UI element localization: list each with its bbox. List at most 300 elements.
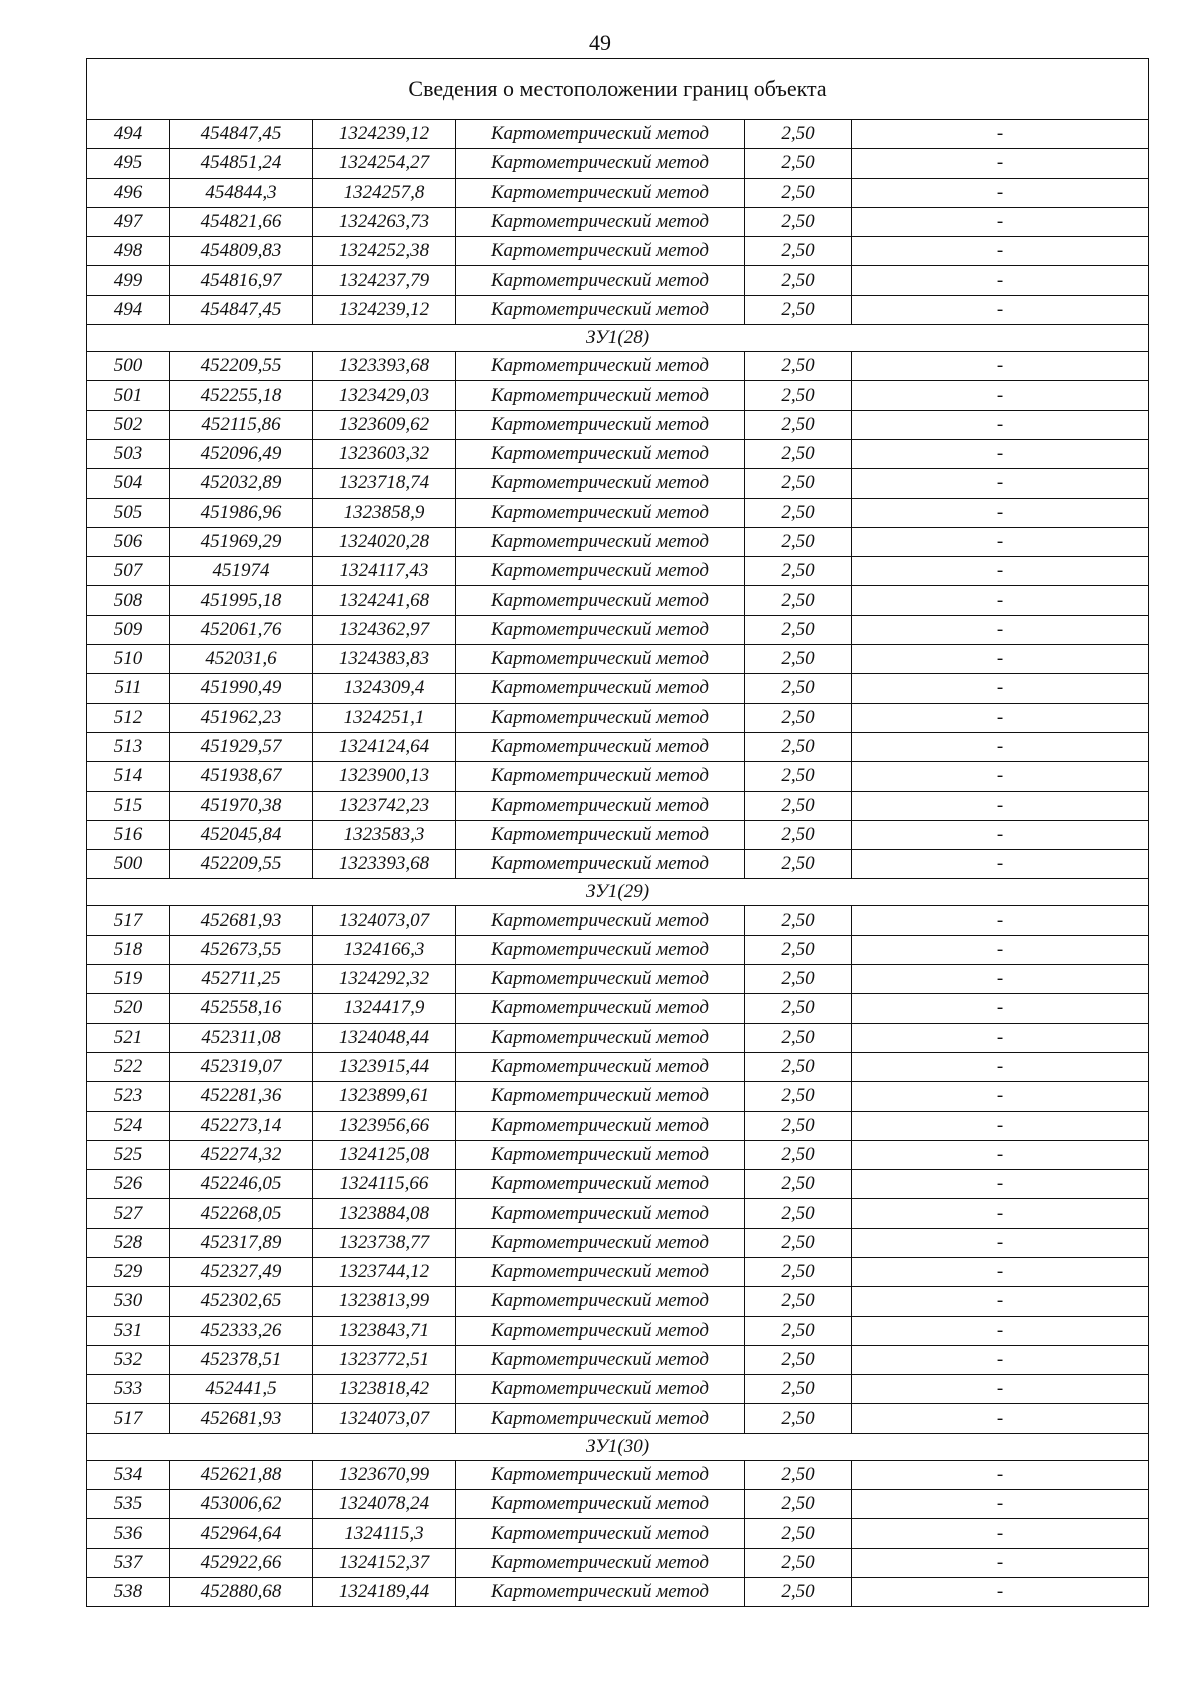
description: -	[852, 674, 1149, 703]
x-coordinate: 454844,3	[170, 178, 313, 207]
method: Картометрический метод	[456, 1199, 745, 1228]
point-number: 504	[87, 469, 170, 498]
table-row	[87, 994, 1149, 1023]
method: Картометрический метод	[456, 352, 745, 381]
description: -	[852, 439, 1149, 468]
x-coordinate: 452281,36	[170, 1082, 313, 1111]
method: Картометрический метод	[456, 1023, 745, 1052]
accuracy: 2,50	[745, 906, 852, 935]
accuracy: 2,50	[745, 527, 852, 556]
method: Картометрический метод	[456, 1577, 745, 1606]
accuracy: 2,50	[745, 762, 852, 791]
table-row	[87, 439, 1149, 468]
y-coordinate: 1324237,79	[313, 266, 456, 295]
accuracy: 2,50	[745, 1548, 852, 1577]
method: Картометрический метод	[456, 586, 745, 615]
x-coordinate: 452922,66	[170, 1548, 313, 1577]
description: -	[852, 557, 1149, 586]
accuracy: 2,50	[745, 381, 852, 410]
x-coordinate: 452031,6	[170, 645, 313, 674]
description: -	[852, 1023, 1149, 1052]
y-coordinate: 1324309,4	[313, 674, 456, 703]
table-row	[87, 820, 1149, 849]
x-coordinate: 452558,16	[170, 994, 313, 1023]
x-coordinate: 452115,86	[170, 410, 313, 439]
accuracy: 2,50	[745, 207, 852, 236]
method: Картометрический метод	[456, 674, 745, 703]
point-number: 531	[87, 1316, 170, 1345]
y-coordinate: 1324292,32	[313, 965, 456, 994]
description: -	[852, 762, 1149, 791]
description: -	[852, 1140, 1149, 1169]
description: -	[852, 1199, 1149, 1228]
point-number: 512	[87, 703, 170, 732]
point-number: 524	[87, 1111, 170, 1140]
x-coordinate: 452964,64	[170, 1519, 313, 1548]
accuracy: 2,50	[745, 1345, 852, 1374]
point-number: 517	[87, 1404, 170, 1433]
table-row	[87, 557, 1149, 586]
table-row	[87, 791, 1149, 820]
x-coordinate: 454821,66	[170, 207, 313, 236]
description: -	[852, 237, 1149, 266]
x-coordinate: 452319,07	[170, 1052, 313, 1081]
point-number: 515	[87, 791, 170, 820]
description: -	[852, 586, 1149, 615]
description: -	[852, 381, 1149, 410]
point-number: 507	[87, 557, 170, 586]
method: Картометрический метод	[456, 1519, 745, 1548]
method: Картометрический метод	[456, 1404, 745, 1433]
y-coordinate: 1324073,07	[313, 906, 456, 935]
x-coordinate: 452681,93	[170, 1404, 313, 1433]
method: Картометрический метод	[456, 469, 745, 498]
accuracy: 2,50	[745, 1228, 852, 1257]
point-number: 503	[87, 439, 170, 468]
accuracy: 2,50	[745, 1052, 852, 1081]
method: Картометрический метод	[456, 791, 745, 820]
x-coordinate: 452274,32	[170, 1140, 313, 1169]
point-number: 499	[87, 266, 170, 295]
y-coordinate: 1324254,27	[313, 149, 456, 178]
description: -	[852, 120, 1149, 149]
point-number: 500	[87, 850, 170, 879]
accuracy: 2,50	[745, 498, 852, 527]
point-number: 510	[87, 645, 170, 674]
accuracy: 2,50	[745, 850, 852, 879]
accuracy: 2,50	[745, 266, 852, 295]
x-coordinate: 452246,05	[170, 1170, 313, 1199]
table-row	[87, 1490, 1149, 1519]
y-coordinate: 1323583,3	[313, 820, 456, 849]
point-number: 513	[87, 732, 170, 761]
table-row	[87, 120, 1149, 149]
table-row	[87, 295, 1149, 324]
description: -	[852, 527, 1149, 556]
description: -	[852, 935, 1149, 964]
description: -	[852, 266, 1149, 295]
x-coordinate: 452032,89	[170, 469, 313, 498]
method: Картометрический метод	[456, 295, 745, 324]
description: -	[852, 1257, 1149, 1286]
y-coordinate: 1323858,9	[313, 498, 456, 527]
y-coordinate: 1324383,83	[313, 645, 456, 674]
x-coordinate: 451990,49	[170, 674, 313, 703]
accuracy: 2,50	[745, 1460, 852, 1489]
x-coordinate: 452317,89	[170, 1228, 313, 1257]
x-coordinate: 452045,84	[170, 820, 313, 849]
method: Картометрический метод	[456, 1548, 745, 1577]
accuracy: 2,50	[745, 1490, 852, 1519]
method: Картометрический метод	[456, 1170, 745, 1199]
y-coordinate: 1324152,37	[313, 1548, 456, 1577]
table-row	[87, 674, 1149, 703]
y-coordinate: 1323429,03	[313, 381, 456, 410]
section-label: ЗУ1(28)	[87, 325, 1149, 352]
point-number: 506	[87, 527, 170, 556]
table-row	[87, 352, 1149, 381]
point-number: 528	[87, 1228, 170, 1257]
y-coordinate: 1323818,42	[313, 1375, 456, 1404]
method: Картометрический метод	[456, 645, 745, 674]
table-row	[87, 1375, 1149, 1404]
point-number: 518	[87, 935, 170, 964]
accuracy: 2,50	[745, 1170, 852, 1199]
y-coordinate: 1324078,24	[313, 1490, 456, 1519]
description: -	[852, 850, 1149, 879]
table-row	[87, 1404, 1149, 1433]
method: Картометрический метод	[456, 1228, 745, 1257]
section-label: ЗУ1(29)	[87, 879, 1149, 906]
x-coordinate: 451929,57	[170, 732, 313, 761]
description: -	[852, 1082, 1149, 1111]
point-number: 536	[87, 1519, 170, 1548]
description: -	[852, 906, 1149, 935]
description: -	[852, 820, 1149, 849]
y-coordinate: 1324125,08	[313, 1140, 456, 1169]
y-coordinate: 1324251,1	[313, 703, 456, 732]
table-row	[87, 1577, 1149, 1606]
accuracy: 2,50	[745, 237, 852, 266]
method: Картометрический метод	[456, 1375, 745, 1404]
y-coordinate: 1324241,68	[313, 586, 456, 615]
method: Картометрический метод	[456, 732, 745, 761]
point-number: 511	[87, 674, 170, 703]
x-coordinate: 452441,5	[170, 1375, 313, 1404]
y-coordinate: 1324115,66	[313, 1170, 456, 1199]
y-coordinate: 1323603,32	[313, 439, 456, 468]
method: Картометрический метод	[456, 850, 745, 879]
accuracy: 2,50	[745, 1316, 852, 1345]
accuracy: 2,50	[745, 1287, 852, 1316]
y-coordinate: 1323956,66	[313, 1111, 456, 1140]
table-row	[87, 732, 1149, 761]
section-row	[87, 879, 1149, 906]
point-number: 497	[87, 207, 170, 236]
x-coordinate: 451969,29	[170, 527, 313, 556]
method: Картометрический метод	[456, 1111, 745, 1140]
y-coordinate: 1324239,12	[313, 120, 456, 149]
point-number: 537	[87, 1548, 170, 1577]
description: -	[852, 1460, 1149, 1489]
method: Картометрический метод	[456, 207, 745, 236]
method: Картометрический метод	[456, 1052, 745, 1081]
description: -	[852, 410, 1149, 439]
point-number: 527	[87, 1199, 170, 1228]
y-coordinate: 1324117,43	[313, 557, 456, 586]
table-row	[87, 381, 1149, 410]
description: -	[852, 703, 1149, 732]
y-coordinate: 1324124,64	[313, 732, 456, 761]
accuracy: 2,50	[745, 1082, 852, 1111]
description: -	[852, 498, 1149, 527]
description: -	[852, 1548, 1149, 1577]
y-coordinate: 1323393,68	[313, 850, 456, 879]
point-number: 495	[87, 149, 170, 178]
y-coordinate: 1324252,38	[313, 237, 456, 266]
section-label: ЗУ1(30)	[87, 1433, 1149, 1460]
accuracy: 2,50	[745, 1023, 852, 1052]
accuracy: 2,50	[745, 149, 852, 178]
point-number: 520	[87, 994, 170, 1023]
point-number: 529	[87, 1257, 170, 1286]
point-number: 526	[87, 1170, 170, 1199]
description: -	[852, 1228, 1149, 1257]
description: -	[852, 965, 1149, 994]
y-coordinate: 1323742,23	[313, 791, 456, 820]
accuracy: 2,50	[745, 791, 852, 820]
method: Картометрический метод	[456, 149, 745, 178]
x-coordinate: 451970,38	[170, 791, 313, 820]
point-number: 522	[87, 1052, 170, 1081]
table-row	[87, 850, 1149, 879]
table-row	[87, 965, 1149, 994]
accuracy: 2,50	[745, 645, 852, 674]
y-coordinate: 1324020,28	[313, 527, 456, 556]
x-coordinate: 452273,14	[170, 1111, 313, 1140]
x-coordinate: 454816,97	[170, 266, 313, 295]
point-number: 508	[87, 586, 170, 615]
table-row	[87, 645, 1149, 674]
accuracy: 2,50	[745, 732, 852, 761]
table-row	[87, 1345, 1149, 1374]
x-coordinate: 452327,49	[170, 1257, 313, 1286]
method: Картометрический метод	[456, 410, 745, 439]
description: -	[852, 295, 1149, 324]
method: Картометрический метод	[456, 994, 745, 1023]
point-number: 533	[87, 1375, 170, 1404]
y-coordinate: 1324263,73	[313, 207, 456, 236]
x-coordinate: 452209,55	[170, 850, 313, 879]
method: Картометрический метод	[456, 1316, 745, 1345]
section-row	[87, 325, 1149, 352]
y-coordinate: 1324257,8	[313, 178, 456, 207]
x-coordinate: 452621,88	[170, 1460, 313, 1489]
method: Картометрический метод	[456, 439, 745, 468]
accuracy: 2,50	[745, 295, 852, 324]
table-row	[87, 1228, 1149, 1257]
description: -	[852, 149, 1149, 178]
method: Картометрический метод	[456, 906, 745, 935]
method: Картометрический метод	[456, 1257, 745, 1286]
point-number: 496	[87, 178, 170, 207]
description: -	[852, 1519, 1149, 1548]
method: Картометрический метод	[456, 498, 745, 527]
point-number: 530	[87, 1287, 170, 1316]
accuracy: 2,50	[745, 820, 852, 849]
x-coordinate: 453006,62	[170, 1490, 313, 1519]
y-coordinate: 1323884,08	[313, 1199, 456, 1228]
description: -	[852, 1287, 1149, 1316]
x-coordinate: 451938,67	[170, 762, 313, 791]
x-coordinate: 452096,49	[170, 439, 313, 468]
method: Картометрический метод	[456, 1082, 745, 1111]
point-number: 521	[87, 1023, 170, 1052]
y-coordinate: 1323609,62	[313, 410, 456, 439]
method: Картометрический метод	[456, 762, 745, 791]
table-row	[87, 1548, 1149, 1577]
table-row	[87, 498, 1149, 527]
description: -	[852, 1345, 1149, 1374]
y-coordinate: 1324239,12	[313, 295, 456, 324]
accuracy: 2,50	[745, 1111, 852, 1140]
accuracy: 2,50	[745, 615, 852, 644]
accuracy: 2,50	[745, 120, 852, 149]
method: Картометрический метод	[456, 1345, 745, 1374]
accuracy: 2,50	[745, 1199, 852, 1228]
y-coordinate: 1324417,9	[313, 994, 456, 1023]
point-number: 494	[87, 120, 170, 149]
accuracy: 2,50	[745, 557, 852, 586]
accuracy: 2,50	[745, 1519, 852, 1548]
y-coordinate: 1324115,3	[313, 1519, 456, 1548]
point-number: 516	[87, 820, 170, 849]
table-row	[87, 1111, 1149, 1140]
point-number: 502	[87, 410, 170, 439]
method: Картометрический метод	[456, 381, 745, 410]
table-row	[87, 527, 1149, 556]
y-coordinate: 1323813,99	[313, 1287, 456, 1316]
description: -	[852, 1577, 1149, 1606]
accuracy: 2,50	[745, 469, 852, 498]
table-row	[87, 1460, 1149, 1489]
method: Картометрический метод	[456, 1140, 745, 1169]
description: -	[852, 1316, 1149, 1345]
table-row	[87, 237, 1149, 266]
accuracy: 2,50	[745, 674, 852, 703]
x-coordinate: 451962,23	[170, 703, 313, 732]
description: -	[852, 1170, 1149, 1199]
x-coordinate: 452209,55	[170, 352, 313, 381]
page-number: 49	[589, 30, 611, 55]
description: -	[852, 1490, 1149, 1519]
table-row	[87, 586, 1149, 615]
description: -	[852, 791, 1149, 820]
y-coordinate: 1323670,99	[313, 1460, 456, 1489]
table-row	[87, 762, 1149, 791]
x-coordinate: 452302,65	[170, 1287, 313, 1316]
accuracy: 2,50	[745, 703, 852, 732]
table-row	[87, 1199, 1149, 1228]
method: Картометрический метод	[456, 965, 745, 994]
y-coordinate: 1323900,13	[313, 762, 456, 791]
description: -	[852, 1052, 1149, 1081]
table-row	[87, 178, 1149, 207]
boundary-coordinates-table	[86, 58, 1149, 1607]
y-coordinate: 1324189,44	[313, 1577, 456, 1606]
x-coordinate: 452061,76	[170, 615, 313, 644]
table-row	[87, 906, 1149, 935]
table-row	[87, 1140, 1149, 1169]
point-number: 500	[87, 352, 170, 381]
method: Картометрический метод	[456, 266, 745, 295]
accuracy: 2,50	[745, 1375, 852, 1404]
method: Картометрический метод	[456, 557, 745, 586]
point-number: 534	[87, 1460, 170, 1489]
method: Картометрический метод	[456, 1460, 745, 1489]
table-row	[87, 149, 1149, 178]
x-coordinate: 452378,51	[170, 1345, 313, 1374]
accuracy: 2,50	[745, 586, 852, 615]
method: Картометрический метод	[456, 527, 745, 556]
table-row	[87, 1052, 1149, 1081]
method: Картометрический метод	[456, 1287, 745, 1316]
table-row	[87, 469, 1149, 498]
method: Картометрический метод	[456, 120, 745, 149]
y-coordinate: 1323843,71	[313, 1316, 456, 1345]
method: Картометрический метод	[456, 1490, 745, 1519]
table-row	[87, 1519, 1149, 1548]
point-number: 525	[87, 1140, 170, 1169]
y-coordinate: 1323915,44	[313, 1052, 456, 1081]
point-number: 538	[87, 1577, 170, 1606]
table-row	[87, 935, 1149, 964]
y-coordinate: 1324048,44	[313, 1023, 456, 1052]
table-row	[87, 615, 1149, 644]
x-coordinate: 454847,45	[170, 120, 313, 149]
x-coordinate: 451986,96	[170, 498, 313, 527]
accuracy: 2,50	[745, 410, 852, 439]
table-title-row	[87, 59, 1149, 120]
point-number: 494	[87, 295, 170, 324]
x-coordinate: 452268,05	[170, 1199, 313, 1228]
y-coordinate: 1323738,77	[313, 1228, 456, 1257]
y-coordinate: 1323393,68	[313, 352, 456, 381]
description: -	[852, 352, 1149, 381]
table-row	[87, 1023, 1149, 1052]
x-coordinate: 452255,18	[170, 381, 313, 410]
accuracy: 2,50	[745, 965, 852, 994]
description: -	[852, 645, 1149, 674]
y-coordinate: 1324362,97	[313, 615, 456, 644]
method: Картометрический метод	[456, 615, 745, 644]
description: -	[852, 1404, 1149, 1433]
method: Картометрический метод	[456, 237, 745, 266]
accuracy: 2,50	[745, 1257, 852, 1286]
x-coordinate: 452333,26	[170, 1316, 313, 1345]
x-coordinate: 451974	[170, 557, 313, 586]
point-number: 535	[87, 1490, 170, 1519]
method: Картометрический метод	[456, 935, 745, 964]
table-row	[87, 1082, 1149, 1111]
point-number: 519	[87, 965, 170, 994]
x-coordinate: 452711,25	[170, 965, 313, 994]
table-row	[87, 207, 1149, 236]
table-title: Сведения о местоположении границ объекта	[87, 59, 1149, 120]
description: -	[852, 994, 1149, 1023]
table-row	[87, 1287, 1149, 1316]
method: Картометрический метод	[456, 703, 745, 732]
